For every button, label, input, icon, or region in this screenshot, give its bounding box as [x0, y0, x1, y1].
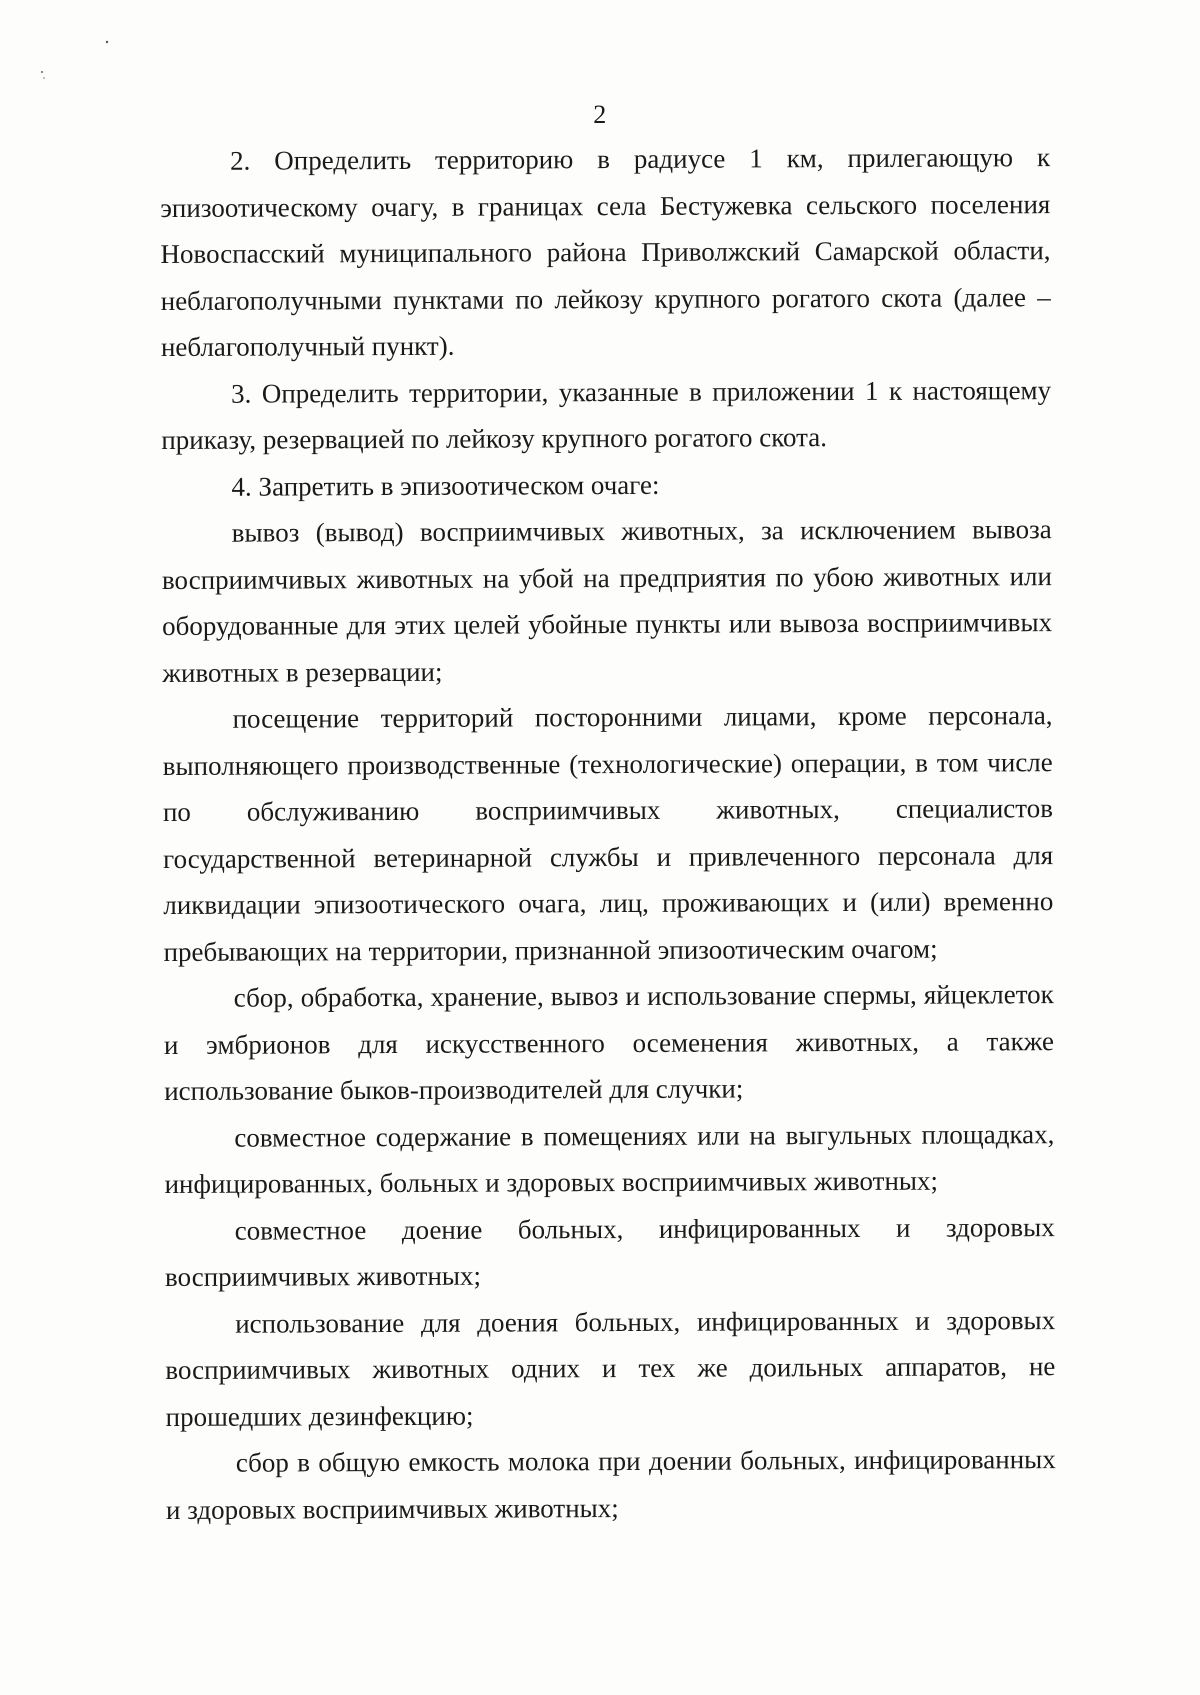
- paragraph-item-2: 2. Определить территорию в радиусе 1 км, прилегающую к эпизоотическому очагу, в границах села Бестужевка сельского поселения Новоспасский муниципального района Приволжский Самарской области, неблагополучными пунктами по лейкозу крупного рогатого скота (далее – неблагополучный пункт).: [160, 142, 1051, 362]
- paragraph-prohibition-milking-devices: использование для доения больных, инфицированных и здоровых восприимчивых животных одних и тех же доильных аппаратов, не прошедших дезинфекцию;: [165, 1304, 1056, 1432]
- paragraph-prohibition-sperm: сбор, обработка, хранение, вывоз и использование спермы, яйцеклеток и эмбрионов для искусственного осеменения животных, а также использование быков-производителей для случки;: [163, 979, 1055, 1106]
- paragraph-prohibition-export: вывоз (вывод) восприимчивых животных, за исключением вывоза восприимчивых животных на убой на предприятия по убою животных или оборудованные для этих целей убойные пункты или вывоза восприимчивых животных в резервации;: [161, 514, 1053, 688]
- paragraph-item-3: 3. Определить территории, указанные в приложении 1 к настоящему приказу, резервацией по лейкозу крупного рогатого скота.: [161, 374, 1052, 455]
- paragraph-prohibition-milk-collection: сбор в общую емкость молока при доении больных, инфицированных и здоровых восприимчивых животных;: [165, 1444, 1056, 1525]
- page-number: 2: [593, 100, 607, 129]
- paragraph-prohibition-joint-milking: совместное доение больных, инфицированных и здоровых восприимчивых животных;: [164, 1211, 1055, 1292]
- document-body: [160, 134, 1056, 1533]
- paragraph-prohibition-joint-housing: совместное содержание в помещениях или на выгульных площадках, инфицированных, больных и здоровых восприимчивых животных;: [164, 1118, 1055, 1199]
- paragraph-item-4: 4. Запретить в эпизоотическом очаге:: [231, 469, 660, 502]
- paragraph-prohibition-visits: посещение территорий посторонними лицами, кроме персонала, выполняющего производственные (технологические) операции, в том числе по обслуживанию восприимчивых животных, специалистов государственной ветеринарной службы и привлеченного персонала для ликвидации эпизоотического очага, лиц, проживающих и (или) временно пребывающих на территории, признанной эпизоотическим очагом;: [162, 700, 1054, 967]
